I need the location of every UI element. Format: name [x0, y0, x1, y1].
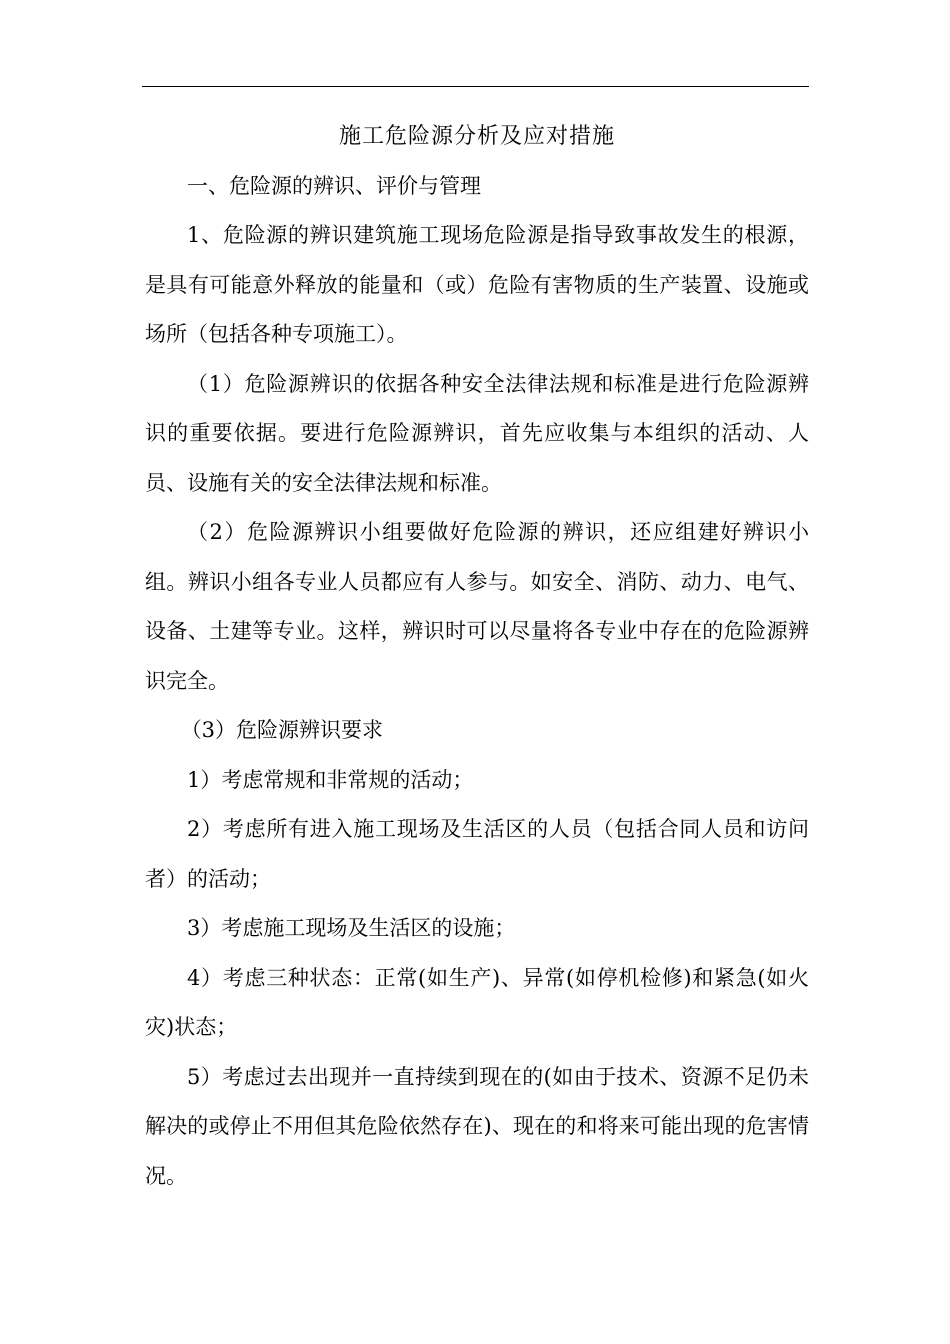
list-item: 5）考虑过去出现并一直持续到现在的(如由于技术、资源不足仍未解决的或停止不用但其危险依然存在)、现在的和将来可能出现的危害情况。: [145, 1064, 809, 1188]
paragraph-identification-basis: （1）危险源辨识的依据各种安全法律法规和标准是进行危险源辨识的重要依据。要进行危险源辨识，首先应收集与本组织的活动、人员、设施有关的安全法律法规和标准。: [145, 371, 809, 495]
document-title: 施工危险源分析及应对措施: [338, 124, 615, 149]
paragraph-hazard-identification: 1、危险源的辨识建筑施工现场危险源是指导致事故发生的根源，是具有可能意外释放的能量和（或）危险有害物质的生产装置、设施或场所（包括各种专项施工）。: [145, 223, 809, 346]
paragraph-identification-requirements: （3）危险源辨识要求: [180, 718, 384, 742]
list-item: 4）考虑三种状态：正常(如生产)、异常(如停机检修)和紧急(如火灾)状态；: [145, 965, 809, 1039]
list-item: 1）考虑常规和非常规的活动；: [187, 767, 474, 792]
header-rule: [142, 86, 809, 87]
document-body: [145, 112, 809, 1201]
list-item: 2）考虑所有进入施工现场及生活区的人员（包括合同人员和访问者）的活动；: [145, 817, 809, 891]
paragraph-identification-team: （2）危险源辨识小组要做好危险源的辨识，还应组建好辨识小组。辨识小组各专业人员都应有人参与。如安全、消防、动力、电气、设备、土建等专业。这样，辨识时可以尽量将各专业中存在的危险源辨识完全。: [145, 520, 809, 693]
list-item: 3）考虑施工现场及生活区的设施；: [187, 916, 516, 940]
section-heading: 一、危险源的辨识、评价与管理: [187, 173, 481, 198]
